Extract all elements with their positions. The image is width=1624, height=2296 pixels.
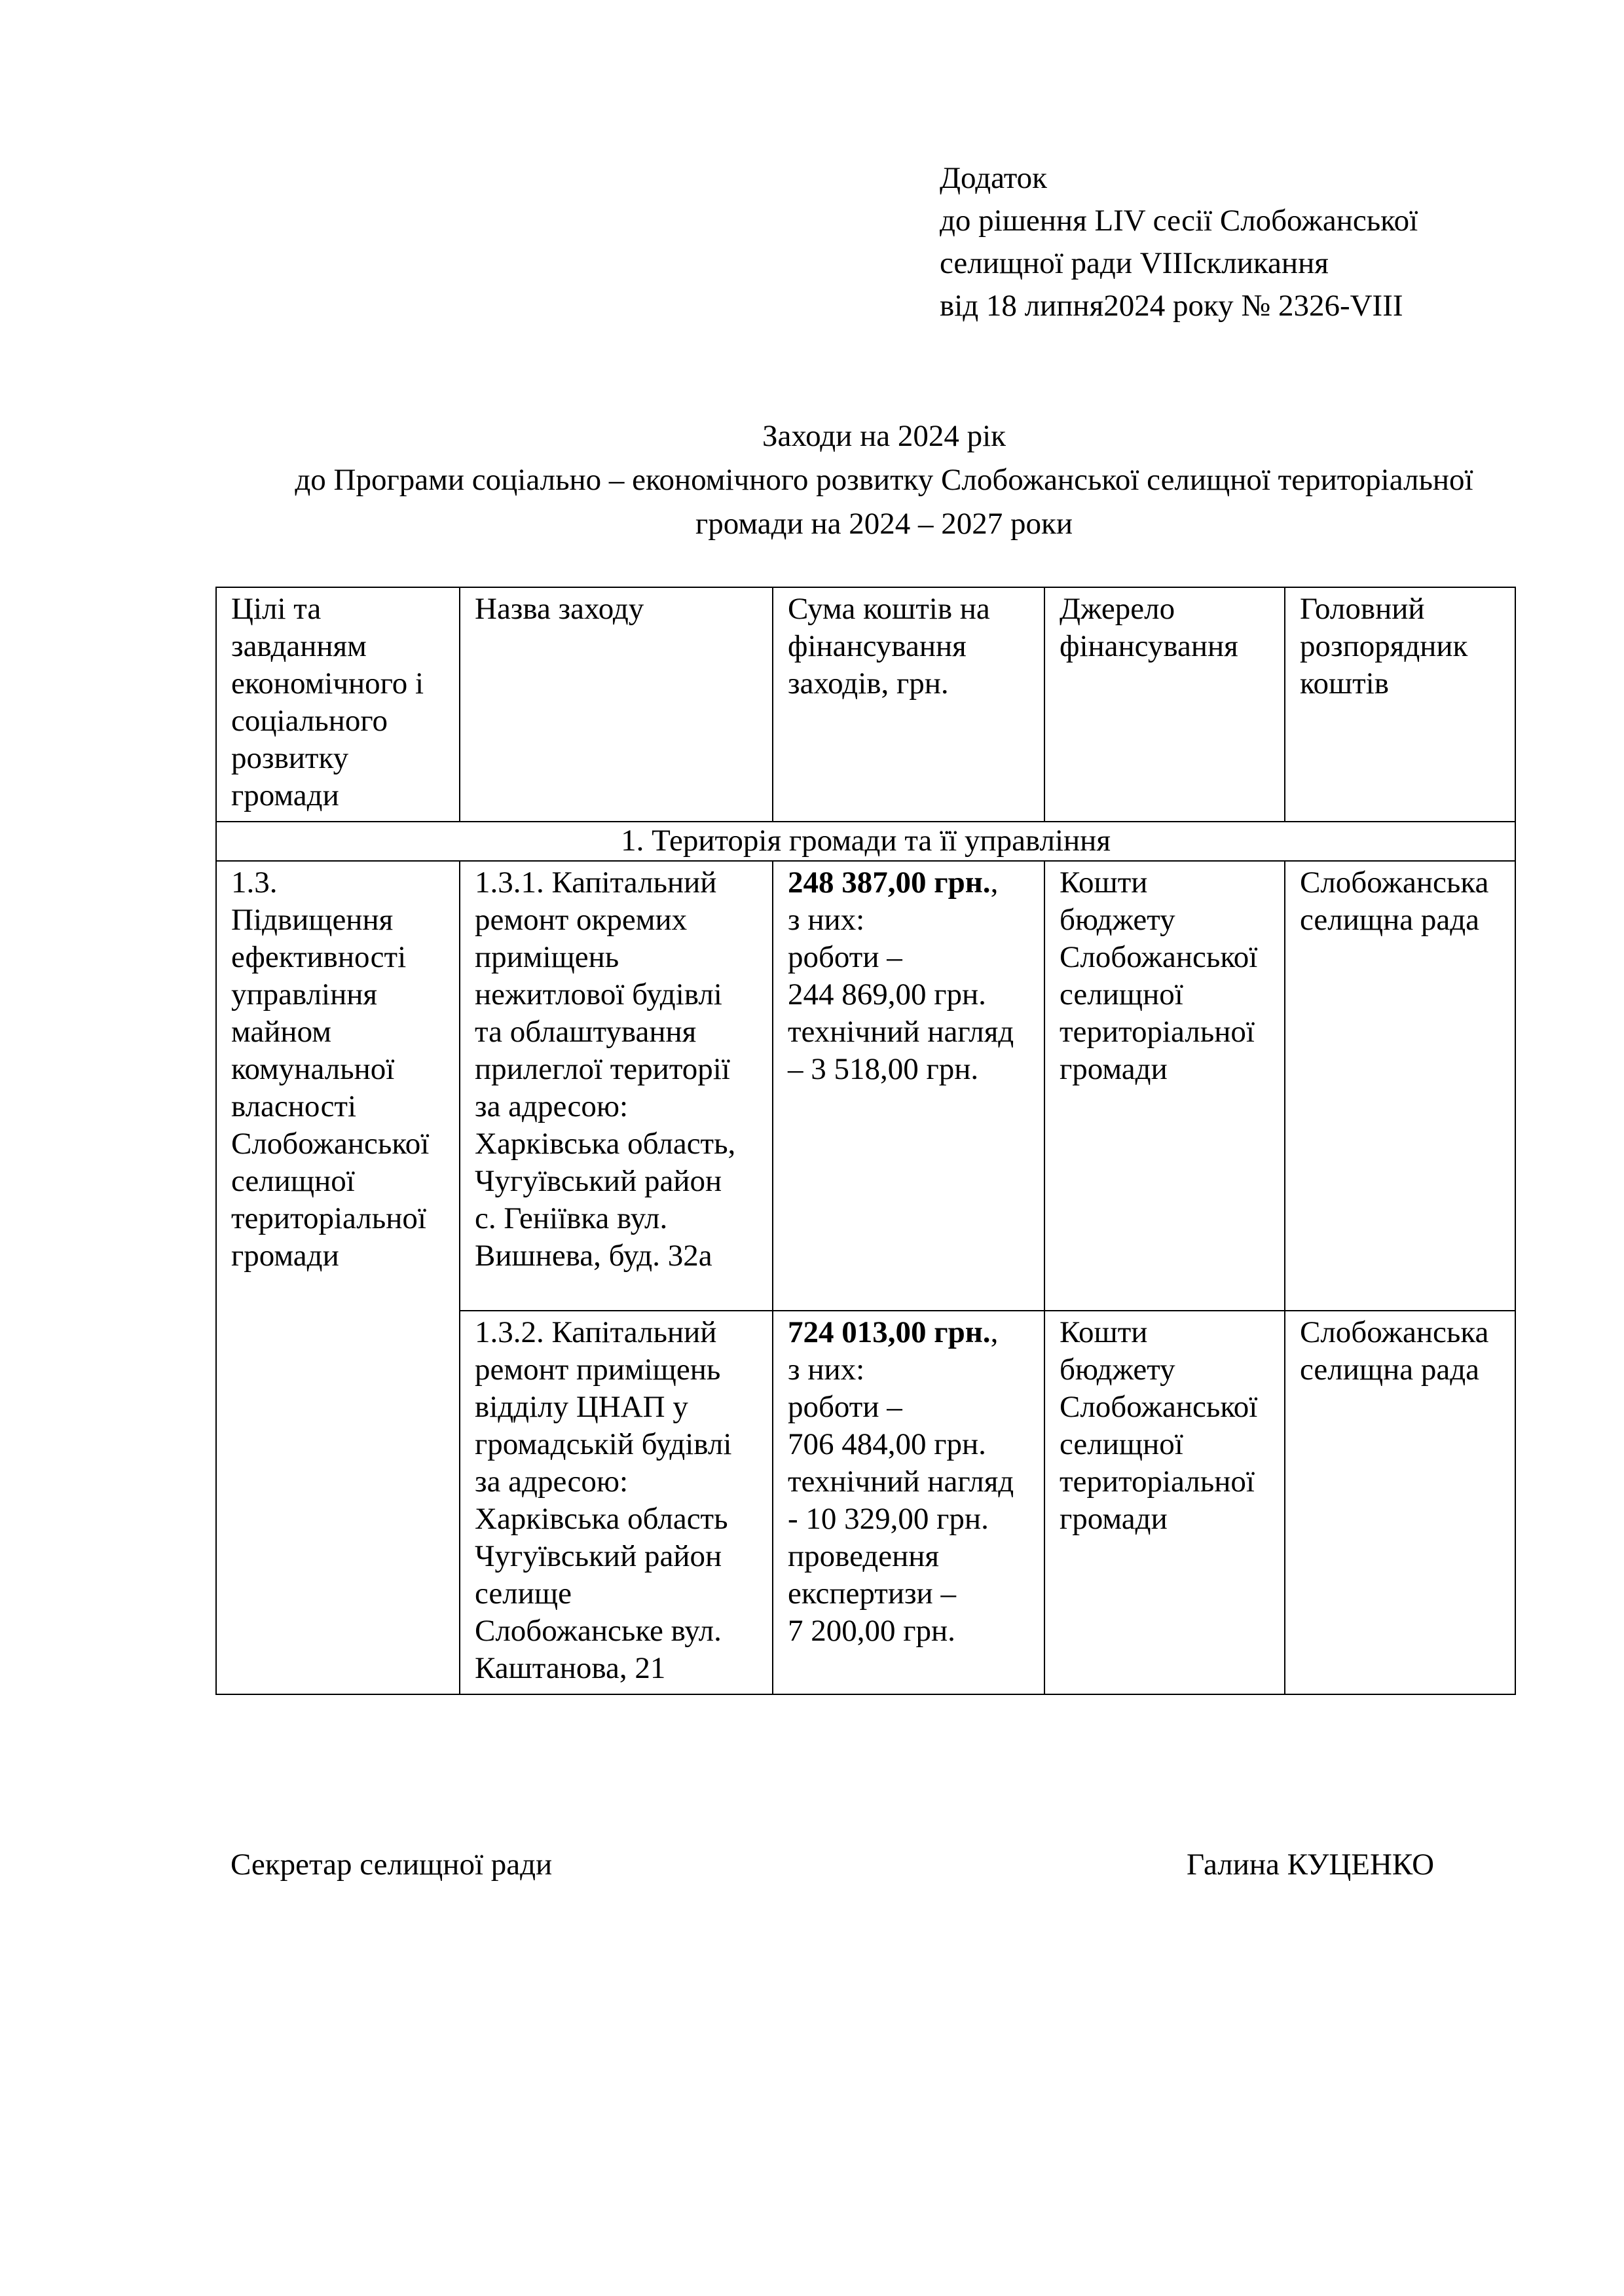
- section-row: [216, 822, 1515, 861]
- amount-cell: [773, 861, 1044, 1311]
- annex-block: [940, 157, 1595, 327]
- header-measure: Назва заходу: [460, 587, 773, 822]
- source-cell: Кошти бюджету Слобожанської селищної територіальної громади: [1044, 861, 1285, 1311]
- amount-total: 724 013,00 грн.: [788, 1315, 991, 1349]
- header-manager: Головний розпорядник коштів: [1285, 587, 1515, 822]
- amount-cell: [773, 1311, 1044, 1694]
- annex-date-number: від 18 липня2024 року № 2326-VIII: [940, 289, 1403, 323]
- goal-cell: 1.3. Підвищення ефективності управління майном комунальної власності Слобожанської селищної територіальної громади: [216, 861, 460, 1694]
- source-cell: Кошти бюджету Слобожанської селищної територіальної громади: [1044, 1311, 1285, 1694]
- annex-decision: до рішення LIV сесії Слобожанської: [940, 204, 1418, 238]
- title-line-3: громади на 2024 – 2027 роки: [695, 507, 1073, 541]
- manager-cell: Слобожанська селищна рада: [1285, 1311, 1515, 1694]
- section-title: 1. Територія громади та її управління: [216, 822, 1515, 861]
- title-line-2: до Програми соціально – економічного розвитку Слобожанської селищної територіальної: [295, 463, 1473, 497]
- header-source: Джерело фінансування: [1044, 587, 1285, 822]
- table-row: [216, 861, 1515, 1311]
- annex-council: селищної ради VIIIскликання: [940, 246, 1329, 280]
- title-line-1: Заходи на 2024 рік: [762, 419, 1006, 453]
- document-title: [196, 414, 1572, 546]
- amount-breakdown: , з них: роботи – 706 484,00 грн. технічний нагляд - 10 329,00 грн. проведення експертизи – 7 200,00 грн.: [788, 1315, 1014, 1648]
- measure-cell: 1.3.2. Капітальний ремонт приміщень відділу ЦНАП у громадській будівлі за адресою: Харківська область Чугуївський район селище Слобожанське вул. Каштанова, 21: [460, 1311, 773, 1694]
- amount-total: 248 387,00 грн.: [788, 866, 991, 900]
- amount-breakdown: , з них: роботи – 244 869,00 грн. технічний нагляд – 3 518,00 грн.: [788, 866, 1014, 1086]
- header-goals: Цілі та завданням економічного і соціального розвитку громади: [216, 587, 460, 822]
- header-amount: Сума коштів на фінансування заходів, грн.: [773, 587, 1044, 822]
- annex-title: Додаток: [940, 161, 1048, 195]
- measures-table: [215, 587, 1516, 1695]
- measure-cell: 1.3.1. Капітальний ремонт окремих приміщень нежитлової будівлі та облаштування прилеглої території за адресою: Харківська область, Чугуївський район с. Геніївка вул. Вишнева, буд. 32а: [460, 861, 773, 1311]
- signature-name: Галина КУЦЕНКО: [1187, 1848, 1435, 1882]
- manager-cell: Слобожанська селищна рада: [1285, 861, 1515, 1311]
- table-header-row: [216, 587, 1515, 822]
- signature-position: Секретар селищної ради: [231, 1848, 553, 1882]
